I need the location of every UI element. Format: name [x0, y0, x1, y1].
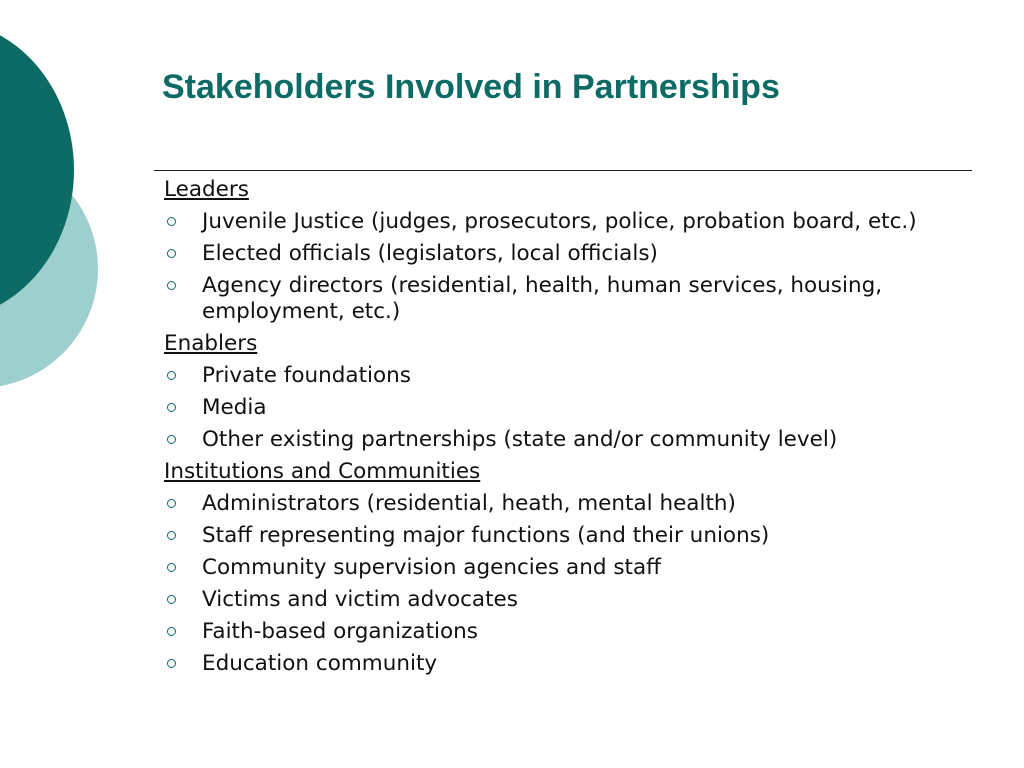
list-item [164, 552, 969, 584]
list-item [164, 238, 969, 270]
list-item [164, 360, 969, 392]
list-item-text: Community supervision agencies and staff [202, 555, 661, 580]
bullet-list [164, 488, 969, 680]
section-institutions-and-communities [164, 456, 969, 680]
section-leaders [164, 174, 969, 328]
section-heading: Institutions and Communities [164, 459, 481, 484]
list-item-text: Agency directors (residential, health, human services, housing, employment, etc.) [202, 273, 883, 324]
list-item-text: Juvenile Justice (judges, prosecutors, police, probation board, etc.) [202, 209, 917, 234]
list-item [164, 584, 969, 616]
list-item-text: Victims and victim advocates [202, 587, 518, 612]
hollow-circle-bullet-icon [167, 249, 176, 258]
slide-body [164, 174, 969, 680]
list-item-text: Media [202, 395, 267, 420]
list-item-text: Staff representing major functions (and their unions) [202, 523, 770, 548]
hollow-circle-bullet-icon [167, 531, 176, 540]
list-item-text: Private foundations [202, 363, 411, 388]
list-item [164, 424, 969, 456]
hollow-circle-bullet-icon [167, 563, 176, 572]
list-item-text: Faith-based organizations [202, 619, 478, 644]
list-item-text: Administrators (residential, heath, mental health) [202, 491, 736, 516]
section-heading: Leaders [164, 177, 249, 202]
section-enablers [164, 328, 969, 456]
hollow-circle-bullet-icon [167, 659, 176, 668]
list-item [164, 270, 969, 328]
list-item [164, 616, 969, 648]
list-item [164, 392, 969, 424]
bullet-list [164, 360, 969, 456]
hollow-circle-bullet-icon [167, 435, 176, 444]
hollow-circle-bullet-icon [167, 499, 176, 508]
hollow-circle-bullet-icon [167, 281, 176, 290]
list-item [164, 648, 969, 680]
hollow-circle-bullet-icon [167, 627, 176, 636]
bullet-list [164, 206, 969, 328]
list-item [164, 206, 969, 238]
hollow-circle-bullet-icon [167, 371, 176, 380]
hollow-circle-bullet-icon [167, 595, 176, 604]
list-item-text: Education community [202, 651, 438, 676]
list-item [164, 488, 969, 520]
slide-title: Stakeholders Involved in Partnerships [162, 68, 780, 106]
list-item [164, 520, 969, 552]
list-item-text: Other existing partnerships (state and/or community level) [202, 427, 838, 452]
hollow-circle-bullet-icon [167, 403, 176, 412]
list-item-text: Elected officials (legislators, local officials) [202, 241, 658, 266]
hollow-circle-bullet-icon [167, 217, 176, 226]
section-heading: Enablers [164, 331, 258, 356]
title-divider [154, 170, 972, 171]
